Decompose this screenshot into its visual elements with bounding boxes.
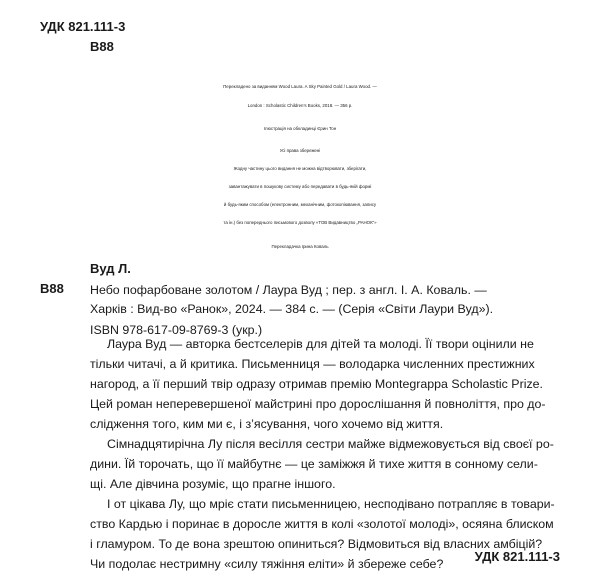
- translator-credit: Перекладачка Ірина Коваль: [271, 244, 329, 249]
- annotation-line: і гламуром. То де вона зрештою опиниться? Відмовиться від власних амбіцій?: [90, 537, 543, 551]
- rights-line-2: завантажувати в пошукову систему або передавати в будь-якій формі: [228, 184, 372, 189]
- translation-note-line-2: London : Scholastic Children’s Books, 2018. — 356 p.: [247, 103, 353, 108]
- annotation-line: Сімнадцятирічна Лу після весілля сестри майже відмежовується від своєї ро-: [107, 437, 554, 451]
- annotation-line: Цей роман неперевершеної майстрині про дорослішання й повноліття, про до-: [90, 397, 546, 411]
- rights-title: Усі права збережені: [279, 148, 321, 153]
- udk-code-bottom: УДК 821.111-3: [474, 549, 560, 564]
- translation-note-line-1: Перекладено за виданням Wood Laura. A Sky Painted Gold / Laura Wood. —: [223, 84, 377, 89]
- annotation-line: щі. Але дівчина розуміє, що прагне іншого.: [90, 477, 336, 491]
- rights-line-1: Жодну частину цього видання не можна відтворювати, зберігати,: [233, 166, 367, 171]
- catalog-line-1: Небо пофарбоване золотом / Лаура Вуд ; пер. з англ. І. А. Коваль. —: [90, 283, 487, 297]
- annotation-line: Чи подолає нестримну «силу тяжіння еліти» й збереже себе?: [90, 557, 444, 571]
- annotation-line: тільки читачі, а й критика. Письменниця — володарка численних престижних: [90, 357, 535, 371]
- annotation-line: Лаура Вуд — авторка бестселерів для дітей та молоді. Її твори оцінили не: [107, 337, 534, 351]
- annotation-line: дини. Їй торочать, що її майбутнє — це заміжжя й тихе життя в сонному сели-: [90, 457, 538, 471]
- annotation-line: І от цікава Лу, що мріє стати письменницею, несподівано потрапляє в товари-: [107, 497, 555, 511]
- catalog-bbk: В88: [40, 281, 64, 296]
- rights-line-3: й будь-яким способом (електронним, механічним, фотокопіювання, запису: [223, 202, 377, 207]
- annotation-line: слідження того, ким ми є, і з’ясування, чого хочемо від життя.: [90, 417, 444, 431]
- annotation-line: ство Кардью і поринає в доросле життя в колі «золотої молоді», осяяна блиском: [90, 517, 554, 531]
- rights-line-4: та ін.) без попереднього письмового дозволу «ТОВ Видавництво „РАНОК“»: [223, 220, 377, 225]
- illustration-credit: Ілюстрація на обкладинці Єрин Тон: [263, 126, 337, 131]
- udk-code-top: УДК 821.111-3: [40, 19, 126, 34]
- bbk-code-top: В88: [90, 39, 114, 54]
- catalog-line-2: Харків : Вид-во «Ранок», 2024. — 384 с. — (Серія «Світи Лаури Вуд»).: [90, 302, 494, 316]
- isbn: ISBN 978-617-09-8769-3 (укр.): [90, 323, 263, 337]
- catalog-author: Вуд Л.: [90, 261, 131, 276]
- annotation-line: нагород, а її перший твір одразу отримав премію Montegrappa Scholastic Prize.: [90, 377, 543, 391]
